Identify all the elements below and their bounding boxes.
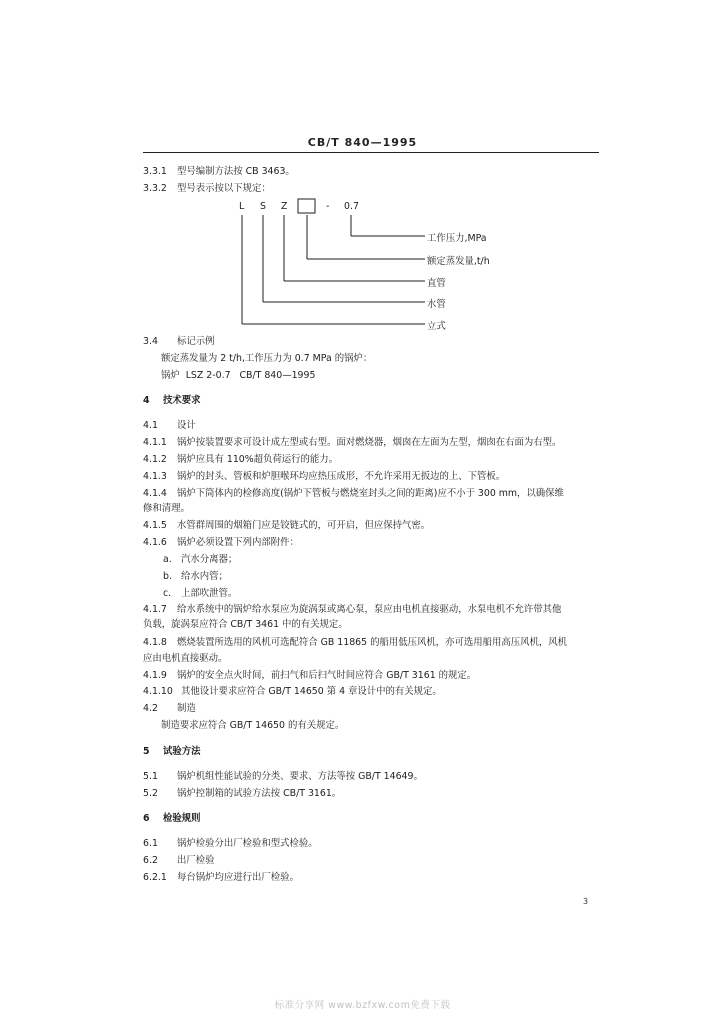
clause-4-1-8 — [143, 637, 567, 649]
clause-text: 型号编制方法按 CB 3463。 — [177, 166, 295, 177]
clause-text: 水管群周围的烟箱门应是铰链式的，可开启，但应保持气密。 — [177, 520, 431, 531]
diagram-letter-z: Z — [281, 201, 288, 212]
clause-number: 4.1.2 — [143, 454, 167, 465]
list-marker: a. — [163, 554, 172, 565]
clause-4-1-2 — [143, 454, 338, 466]
clause-number: 5.2 — [143, 788, 158, 799]
clause-4-1-8-cont: 应由电机直接驱动。 — [143, 653, 228, 664]
list-marker: c. — [163, 588, 172, 599]
clause-number: 5.1 — [143, 771, 158, 782]
section-number: 5 — [143, 746, 150, 757]
section-5-heading — [143, 746, 201, 758]
list-marker: b. — [163, 571, 172, 582]
clause-4-1-10 — [143, 686, 442, 698]
diagram-dash: - — [326, 201, 330, 212]
list-item — [163, 571, 228, 583]
clause-text: 每台锅炉均应进行出厂检验。 — [177, 872, 299, 883]
clause-text: 锅炉的安全点火时间，前扫气和后扫气时间应符合 GB/T 3161 的规定。 — [177, 670, 477, 681]
section-number: 6 — [143, 813, 150, 824]
clause-number: 4.1.9 — [143, 670, 167, 681]
clause-text: 锅炉必须设置下列内部附件： — [177, 537, 299, 548]
clause-4-1-5 — [143, 520, 430, 532]
clause-number: 4.1.7 — [143, 604, 167, 615]
label-working-pressure: 工作压力,MPa — [427, 233, 487, 244]
clause-text: 锅炉下筒体内的检修高度(锅炉下管板与燃烧室封头之间的距离)应不小于 300 mm，以确保维 — [177, 488, 564, 499]
clause-number: 6.2.1 — [143, 872, 167, 883]
clause-number: 4.1 — [143, 420, 158, 431]
clause-4-1-1 — [143, 437, 561, 449]
clause-5-1 — [143, 771, 423, 783]
clause-4-1-3 — [143, 471, 505, 483]
section-number: 4 — [143, 395, 150, 406]
clause-6-1 — [143, 838, 318, 850]
list-text: 给水内管； — [181, 571, 228, 582]
list-item — [163, 554, 237, 566]
diagram-blank-box — [298, 199, 315, 213]
clause-4-1-7-cont: 负载，旋涡泵应符合 CB/T 3461 中的有关规定。 — [143, 619, 348, 630]
clause-text: 锅炉控制箱的试验方法按 CB/T 3161。 — [177, 788, 342, 799]
clause-6-2 — [143, 855, 215, 867]
clause-title: 制造 — [177, 703, 196, 714]
clause-title: 设计 — [177, 420, 196, 431]
clause-title: 标记示例 — [177, 336, 215, 347]
clause-number: 3.3.1 — [143, 166, 167, 177]
clause-text: 给水系统中的锅炉给水泵应为旋涡泵或离心泵，泵应由电机直接驱动，水泵电机不允许带其他 — [177, 604, 562, 615]
clause-number: 4.1.1 — [143, 437, 167, 448]
clause-text: 锅炉的封头、管板和炉胆喉环均应热压成形，不允许采用无扳边的上、下管板。 — [177, 471, 506, 482]
page-number: 3 — [583, 897, 589, 906]
clause-4-1-4 — [143, 488, 564, 500]
label-water-tube: 水管 — [427, 299, 446, 310]
diagram-pressure-value: 0.7 — [344, 201, 359, 212]
list-text: 汽水分离器； — [181, 554, 238, 565]
clause-text: 锅炉应具有 110%超负荷运行的能力。 — [177, 454, 339, 465]
section-title: 检验规则 — [163, 813, 201, 824]
clause-number: 4.1.10 — [143, 686, 173, 697]
clause-4-1-9 — [143, 670, 476, 682]
example-line-1: 额定蒸发量为 2 t/h,工作压力为 0.7 MPa 的锅炉： — [161, 353, 373, 364]
clause-number: 4.1.6 — [143, 537, 167, 548]
clause-text: 锅炉检验分出厂检验和型式检验。 — [177, 838, 318, 849]
watermark: 标准分享网 www.bzfxw.com免费下载 — [274, 1000, 451, 1011]
clause-4-1 — [143, 420, 196, 432]
clause-number: 4.1.3 — [143, 471, 167, 482]
label-rated-evaporation: 额定蒸发量,t/h — [427, 256, 490, 267]
clause-number: 3.4 — [143, 336, 158, 347]
clause-number: 4.2 — [143, 703, 158, 714]
clause-title: 出厂检验 — [177, 855, 215, 866]
clause-6-2-1 — [143, 872, 299, 884]
diagram-letter-s: S — [260, 201, 266, 212]
clause-number: 4.1.5 — [143, 520, 167, 531]
clause-5-2 — [143, 788, 341, 800]
section-6-heading — [143, 813, 201, 825]
clause-3-4 — [143, 336, 215, 348]
section-4-heading — [143, 395, 201, 407]
clause-4-1-7 — [143, 604, 561, 616]
example-line-2: 锅炉 LSZ 2-0.7 CB/T 840—1995 — [161, 370, 316, 381]
clause-text: 其他设计要求应符合 GB/T 14650 第 4 章设计中的有关规定。 — [181, 686, 442, 697]
clause-number: 6.2 — [143, 855, 158, 866]
clause-4-2-text: 制造要求应符合 GB/T 14650 的有关规定。 — [161, 720, 345, 731]
clause-text: 锅炉按装置要求可设计成左型或右型。面对燃烧器，烟囱在左面为左型，烟囱在右面为右型。 — [177, 437, 562, 448]
diagram-letter-l: L — [239, 201, 245, 212]
clause-number: 4.1.4 — [143, 488, 167, 499]
label-straight-tube: 直管 — [427, 278, 446, 289]
clause-text: 燃烧装置所选用的风机可选配符合 GB 11865 的船用低压风机，亦可选用船用高压风机，风机 — [177, 637, 567, 648]
clause-number: 4.1.8 — [143, 637, 167, 648]
section-title: 试验方法 — [163, 746, 201, 757]
label-vertical: 立式 — [427, 321, 446, 332]
clause-4-1-6 — [143, 537, 299, 549]
clause-text: 型号表示按以下规定： — [177, 183, 271, 194]
clause-number: 3.3.2 — [143, 183, 167, 194]
clause-4-1-4-cont: 修和清理。 — [143, 503, 190, 514]
list-text: 上部吹泄管。 — [181, 588, 238, 599]
clause-4-2 — [143, 703, 196, 715]
clause-number: 6.1 — [143, 838, 158, 849]
section-title: 技术要求 — [163, 395, 201, 406]
standard-code: CB/T 840—1995 — [307, 136, 418, 149]
clause-text: 锅炉机组性能试验的分类、要求、方法等按 GB/T 14649。 — [177, 771, 423, 782]
list-item — [163, 588, 237, 600]
